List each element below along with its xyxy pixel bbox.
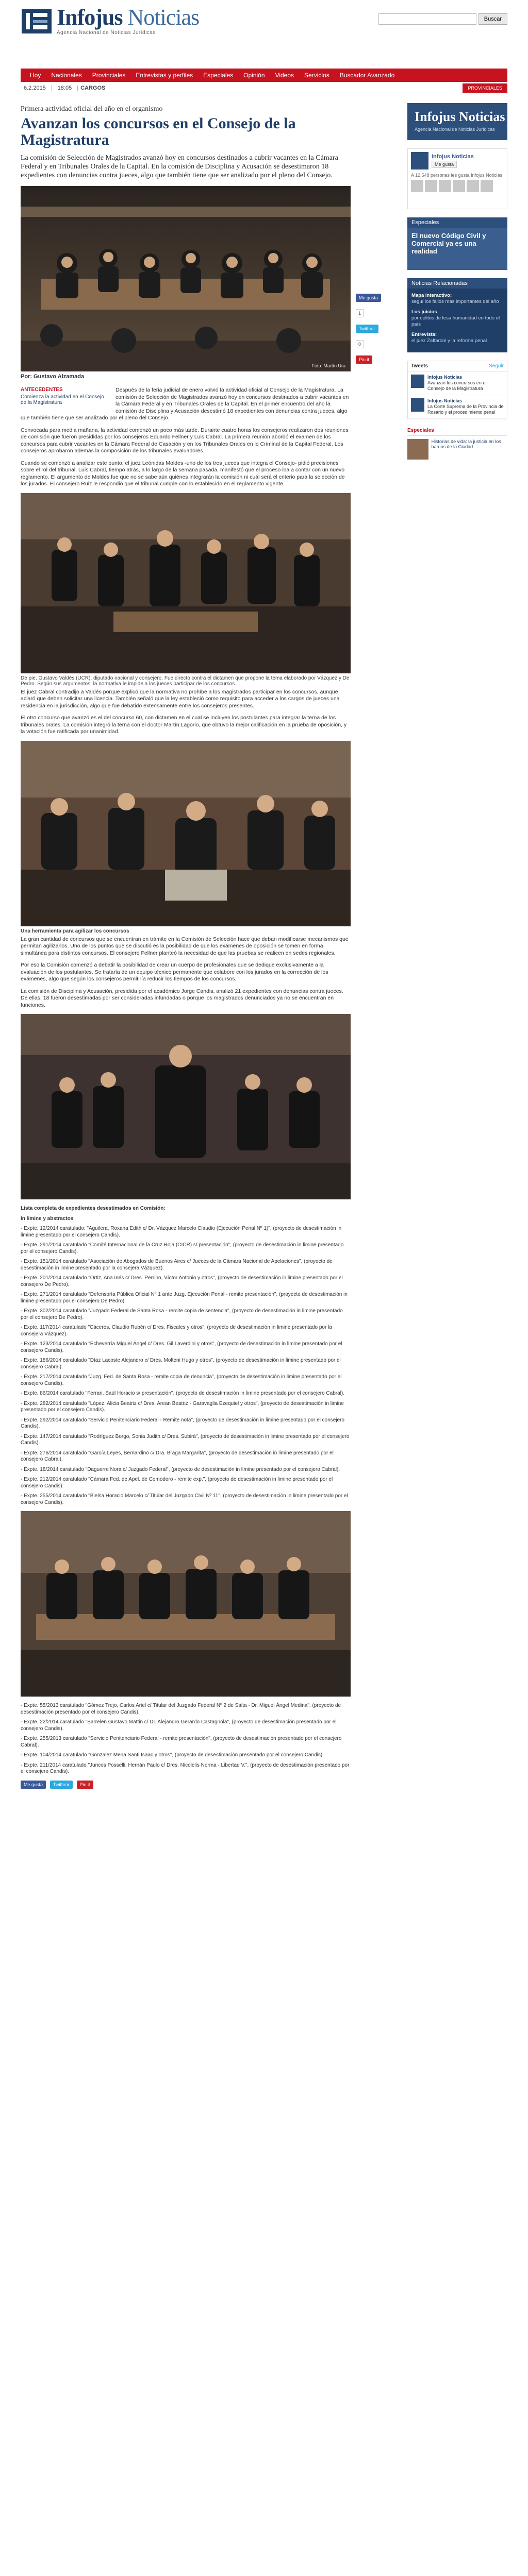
site-logo[interactable] [21, 6, 199, 36]
pinterest-button[interactable]: Pin it [77, 1781, 93, 1789]
tweet-text: Avanzan los concursos en el Consejo de la Magistratura [427, 380, 487, 391]
news-item[interactable] [411, 293, 503, 305]
photo-4[interactable] [21, 1014, 351, 1199]
bottom-share-bar [21, 1781, 351, 1789]
section-tag[interactable]: PROVINCIALES [463, 83, 507, 93]
facebook-like-button[interactable]: Me gusta [356, 294, 381, 302]
especiales-widget [407, 217, 507, 270]
nav-item-provinciales[interactable]: Provinciales [92, 72, 126, 79]
photo-3-image [21, 741, 351, 926]
related-box [21, 387, 108, 405]
twitter-button[interactable]: Twittear [50, 1781, 73, 1789]
photo-2-image [21, 493, 351, 673]
related-news-widget [407, 278, 507, 352]
fb-like-button[interactable]: Me gusta [432, 161, 457, 168]
article-meta-bar [21, 82, 507, 94]
tweet[interactable] [408, 371, 507, 395]
list-item: - Expte. 201/2014 caratulado "Ortiz, Ana Inés c/ Dres. Perrino, Víctor Antonio y otros", (proyecto de desestimación in limine presentado por el consejero De Pedro). [21, 1275, 343, 1287]
list-item: - Expte. 151/2014 caratulado "Asociación de Abogados de Buenos Aires c/ Jueces de la Cámara Nacional de Apelaciones", (proyecto de desestimación in limine presentado por la consejera Vázquez). [21, 1259, 333, 1271]
facebook-like-box [407, 148, 507, 209]
pinterest-share [356, 355, 387, 364]
small-box-title: Especiales [407, 428, 507, 436]
avatar[interactable] [453, 180, 465, 192]
promo-codigo-civil[interactable] [407, 228, 507, 270]
tweet-text: La Corte Suprema de la Provincia de Rosario y el procedimiento penal [427, 404, 504, 415]
photo-caption: De pie, Gustavo Valdés (UCR), diputado nacional y consejero. Fue directo contra el dictamen que propone la tema elaborado por Vázquez y De Pedro. Según sus argumentos, la normativa le impide a los jueces participar de los concursos. [21, 675, 350, 687]
related-link[interactable]: Comienza la actividad en el Consejo de la Magistratura [21, 394, 104, 405]
news-item[interactable] [411, 332, 503, 344]
site-header [0, 0, 528, 61]
news-item-text: el juez Zaffaroni y la reforma penal [411, 338, 487, 344]
tweet-user: Infojus Noticias [427, 375, 463, 380]
list-item: - Expte. 255/2014 caratulado "Bielsa Horacio Marcelo c/ Titular del Juzgado Civil Nº 11", (proyecto de desestimación in limine presentado por el consejero Candis). [21, 1493, 348, 1505]
sidebar-brand-banner[interactable] [407, 103, 507, 140]
list-item: - Expte. 291/2014 caratulado "Comité Internacional de la Cruz Roja (CICR) s/ presentación", (proyecto de desestimación in limine presentado por el consejero Candis). [21, 1242, 344, 1255]
paragraph: Convocada para media mañana, la actividad comenzó un poco más tarde. Durante cuatro horas los consejeros realizaron dos reuniones de comisión que fueron presididas por los consejeros Eduardo Fellner y Luis Cabral. La primera reunión abordó el examen de los concursos para cubrir vacantes en la Cámara Federal de Casación y en los Tribunales Orales en lo Criminal de la Capital Federal. Los consejeros aprobaron además la composición de los tribunales evaluadores. [21, 427, 349, 454]
photo-3[interactable] [21, 741, 351, 926]
list-item: - Expte. 12/2014 caratulado: "Aguilera, Roxana Edith c/ Dr. Vázquez Marcelo Claudio (Ejecución Penal Nº 1)", (proyecto de desestimación in limine presentado por el consejero Candis). [21, 1226, 342, 1238]
list-item: - Expte. 212/2014 caratulado "Cámara Fed. de Apel. de Comodoro - remite exp.", (proyecto de desestimación in limine presentado por el consejero Candis). [21, 1477, 333, 1489]
avatar[interactable] [467, 180, 479, 192]
paragraph: Por eso la Comisión comenzó a debatir la posibilidad de crear un cuerpo de profesionales que se dedique exclusivamente a la evaluación de los postulantes. Se trataría de un equipo técnico permanente que colabore con los jurados en la corrección de los exámenes, algo que según los consejeros permitiría reducir los tiempos de los concursos. [21, 962, 328, 982]
brand-subtitle: Agencia Nacional de Noticias Jurídicas [415, 127, 495, 132]
nav-item-especiales[interactable]: Especiales [203, 72, 234, 79]
logo-mark-icon [21, 7, 53, 36]
list-item: - Expte. 22/2014 caratulado "Barrelen Gustavo Mattin c/ Dr. Alejandro Gerardo Castagnola", (proyecto de desestimación presentado por el consejero Candis). [21, 1719, 337, 1732]
list-item: - Expte. 186/2014 caratulado "Díaz Lacoste Alejandro c/ Dres. Molteni Hugo y otros", (proyecto de desestimación in limine presentado por el consejero Cabral). [21, 1358, 341, 1370]
brand-title: Infojus Noticias [415, 109, 505, 124]
photo-4-image [21, 1014, 351, 1199]
article-section[interactable]: CARGOS [80, 84, 106, 91]
tweet-user: Infojus Noticias [427, 398, 463, 403]
paragraph: El juez Cabral contradijo a Valdés porque explicó que la normativa no prohíbe a los magistrados participar en los concursos, aunque aclaró que deben solicitar una licencia. También señaló que la ley estableció como requisito para acceder a los cargos de jueces una residencia en la jurisdicción, algo que fue debatido extensamente entre los consejeros presentes. [21, 688, 340, 709]
news-item-title: Mapa interactivo: [411, 293, 452, 298]
nav-item-videos[interactable]: Videos [275, 72, 294, 79]
lead-photo[interactable] [21, 186, 351, 371]
paragraph: La comisión de Disciplina y Acusación, presidida por el académico Jorge Candis, analizó 21 expedientes con denuncias contra jueces. De ellas, 18 fueron desestimadas por ser consideradas infundadas o porque los magistrados denunciados ya no se encuentran en funciones. [21, 988, 343, 1008]
sidebar-especiales-small [407, 428, 507, 460]
list-item: - Expte. 302/2014 caratulado "Juzgado Federal de Santa Rosa - remite copia de sentencia", (proyecto de desestimación in limine presentado por el consejero De Pedro). [21, 1308, 343, 1320]
list-item: - Expte. 271/2014 caratulado "Defensoría Pública Oficial Nº 1 ante Juzg. Ejecución Penal - remite presentación", (proyecto de desestimación in limine presentado por el consejero De Pedro). [21, 1292, 348, 1304]
list-item: - Expte. 86/2014 caratulado "Ferrari, Saúl Horacio s/ presentación", (proyecto de desestimación in limine presentado por el consejero Cabral). [21, 1391, 344, 1396]
nav-item-entrevistas[interactable]: Entrevistas y perfiles [136, 72, 193, 79]
article-headline: Avanzan los concursos en el Consejo de la Magistratura [21, 115, 296, 148]
avatar[interactable] [411, 180, 423, 192]
thumbnail [407, 439, 428, 460]
list-item: - Expte. 292/2014 caratulado "Servicio Penitenciario Federal - Remite nota", (proyecto de desestimación in limine presentado por el consejero Candis). [21, 1417, 344, 1429]
list-item: - Expte. 104/2014 caratulado "Gonzalez Mena Santi Isaac y otros", (proyecto de desestimación presentado por el consejero Candis). [21, 1752, 324, 1758]
paragraph: La gran cantidad de concursos que se encuentran en trámite en la Comisión de Selección hace que deban modificarse mecanismos que permitan agilizarlos. Uno de los puntos que se discutió es la posibilidad de que los exámenes de oposición se tomen en forma simultánea para distintos concursos. El consejero Fellner planteó la necesidad de que las pruebas se realicen en sedes regionales. [21, 936, 349, 956]
twitter-share [356, 325, 387, 333]
article-lede: La comisión de Selección de Magistrados avanzó hoy en concursos destinados a cubrir vacantes en la Cámara Federal y en Tribunales Orales de la Capital. En la comisión de Disciplina y Acusación se desestimaron 18 expedientes con denuncias contra jueces, algo que también tiene que ser analizado por el pleno del Consejo. [21, 154, 338, 179]
fb-faces [411, 180, 504, 192]
fb-like-count: A 12.548 personas les gusta Infojus Noticias [411, 173, 503, 178]
tweet[interactable] [408, 395, 507, 419]
search-input[interactable] [378, 13, 476, 25]
separator: | [51, 84, 53, 91]
avatar [411, 398, 424, 412]
article-author: Por: Gustavo Alzamada [21, 374, 85, 380]
avatar [411, 375, 424, 388]
nav-item-servicios[interactable]: Servicios [304, 72, 329, 79]
list-item: - Expte. 217/2014 caratulado "Juzg. Fed. de Santa Rosa - remite copia de denuncia", (proyecto de desestimación in limine presentado por el consejero Candis). [21, 1374, 342, 1386]
related-news-title: Noticias Relacionadas [407, 278, 507, 289]
twitter-count-row [356, 340, 387, 348]
list-item: - Expte. 211/2014 caratulado "Juncos Posselli, Hernán Paulo c/ Dres. Nicolelis Norma - Libertad V.", (proyecto de desestimación presentado por el consejero Candis). [21, 1762, 350, 1774]
facebook-share [356, 294, 387, 302]
facebook-count-row [356, 309, 387, 317]
avatar[interactable] [481, 180, 493, 192]
list-title: Lista completa de expedientes desestimados en Comisión: [21, 1206, 166, 1211]
main-nav [21, 69, 507, 82]
nav-item-opinion[interactable]: Opinión [243, 72, 265, 79]
photo-5-image [21, 1511, 351, 1697]
pinterest-button[interactable]: Pin it [356, 355, 372, 364]
paragraph: Después de la feria judicial de enero volvió la actividad oficial al Consejo de la Magistratura. La comisión de Selección de Magistrados avanzó hoy en concursos destinados a cubrir vacantes en la Cámara Federal y en Tribunales Orales de la Capital. En el primer encuentro del año la comisión de Disciplina y Acusación desestimó 18 expedientes con denuncias contra jueces, algo que también tiene que ser analizado por el pleno del Consejo. [21, 387, 349, 421]
article-date: 6.2.2015 [24, 84, 46, 91]
list-item: - Expte. 55/2013 caratulado "Gómez Trejo, Carlos Ariel c/ Titular del Juzgado Federal Nº 2 de Salta - Dr. Miguel Ángel Medina", (proyecto de desestimación presentado por el consejero Candis). [21, 1703, 341, 1715]
facebook-like-button[interactable]: Me gusta [21, 1781, 46, 1789]
related-news-list [407, 289, 507, 352]
fb-page-header [411, 152, 504, 170]
nav-item-buscador-avanzado[interactable]: Buscador Avanzado [339, 72, 395, 79]
nav-item-nacionales[interactable]: Nacionales [51, 72, 82, 79]
list-item: - Expte. 117/2014 caratulado "Cáceres, Claudio Rubén c/ Dres. Fiscales y otros", (proyecto de desestimación in limine presentado por la consejera Vázquez). [21, 1325, 332, 1337]
search-form [378, 13, 507, 25]
facebook-count: 1 [356, 309, 364, 317]
photo-caption: Una herramienta para agilizar los concursos [21, 928, 129, 934]
article-time: 18:05 [57, 84, 72, 91]
news-item[interactable] [411, 309, 503, 328]
logo-main: Infojus [57, 5, 123, 30]
logo-second: Noticias [127, 5, 200, 30]
twitter-count: 0 [356, 340, 364, 348]
article-kicker: Primera actividad oficial del año en el organismo [21, 105, 163, 113]
fb-page-avatar[interactable] [411, 152, 428, 170]
news-item-text: seguí los fallos más importantes del año [411, 299, 499, 304]
list-item: - Expte. 255/2013 caratulado "Servicio Penitenciario Federal - remite presentación", (proyecto de desestimación presentado por el consejero Cabral). [21, 1736, 342, 1748]
article-intro [21, 387, 351, 427]
twitter-button[interactable]: Twittear [356, 325, 378, 333]
list-item: - Expte. 276/2014 caratulado "García Leyes, Bernardino c/ Dra. Braga Margarita", (proyecto de desestimación in limine presentado por el consejero Cabral). [21, 1450, 334, 1462]
list-item: - Expte. 282/2014 caratulado "López, Alicia Beatriz c/ Dres. Arean Beatriz - Garavaglia Ezequiel y otros", (proyecto de desestimación in limine presentado por el consejero Candis). [21, 1400, 344, 1413]
news-item-title: Entrevista: [411, 332, 437, 337]
tweets-follow-button[interactable]: Seguir [489, 363, 504, 369]
tweets-widget [407, 361, 507, 419]
news-item-title: Los juicios [411, 309, 437, 315]
sidebar [407, 103, 507, 460]
search-button[interactable]: Buscar [478, 13, 507, 25]
especiales-title: Especiales [407, 217, 507, 228]
list-item: - Expte. 147/2014 caratulado "Rodríguez Borgo, Sonia Judith c/ Dres. Subirá", (proyecto de desestimación in limine presentado por el consejero Candis). [21, 1433, 350, 1446]
expedientes-list-2 [21, 1703, 351, 1775]
small-box-item[interactable] [407, 439, 507, 460]
logo-text [57, 6, 199, 29]
lead-photo-image [21, 186, 351, 371]
fb-page-name[interactable]: Infojus Noticias [432, 154, 474, 160]
tweets-title: Tweets [411, 363, 428, 369]
avatar[interactable] [425, 180, 437, 192]
promo-title: El nuevo Código Civil y Comercial ya es una realidad [411, 232, 486, 255]
list-item: - Expte. 18/2014 caratulado "Daguerre Nora c/ Juzgado Federal", (proyecto de desestimación in limine presentado por el consejero Cabral). [21, 1466, 340, 1472]
avatar[interactable] [439, 180, 451, 192]
separator: | [77, 84, 79, 91]
article [21, 105, 351, 1789]
list-subtitle: In limine y abstractos [21, 1215, 74, 1222]
paragraph: El otro concurso que avanzó es el del concurso 60, con dictamen en el cual se incluyen los postulantes para integrar la terna de los tribunales orales. La comisión integró la terna con el doctor Martín Lagorio, que obtuvo la mejor calificación en la prueba de oposición, y la votación fue ratificada por unanimidad. [21, 715, 347, 735]
news-item-text: por delitos de lesa humanidad en todo el país [411, 315, 500, 327]
expedientes-list [21, 1206, 351, 1506]
related-title: ANTECEDENTES [21, 387, 63, 393]
small-box-text: Historias de vida: la justicia en los barrios de la Ciudad [431, 439, 501, 449]
tweets-header [408, 361, 507, 371]
paragraph: Cuando se comenzó a analizar este punto, el juez Leónidas Moldes -uno de los tres jueces que integra el Consejo- pidió precisiones sobre el rol del tribunal. Luis Cabral, tiempo atrás, a lo largo de la semana pasada, manifestó que el proceso iba a contar con un nuevo reglamento. El argumento de Moldes fue que no se sabe aún quiénes integrarán la comisión ni cuál será el criterio para la selección de los jurados. El consejero Ruiz le respondió que el tribunal cumple con lo establecido en el reglamento vigente. [21, 460, 345, 487]
nav-item-hoy[interactable]: Hoy [30, 72, 41, 79]
photo-credit: Foto: Martín Ura [311, 363, 345, 368]
logo-subtitle: Agencia Nacional de Noticias Jurídicas [57, 30, 156, 36]
photo-2[interactable] [21, 493, 351, 673]
list-item: - Expte. 123/2014 caratulado "Echeverría Miguel Ángel c/ Dres. Gil Laverdini y otros", (proyecto de desestimación in limine presentado por el consejero Candis). [21, 1341, 342, 1353]
share-column [356, 294, 387, 371]
photo-5[interactable] [21, 1511, 351, 1697]
